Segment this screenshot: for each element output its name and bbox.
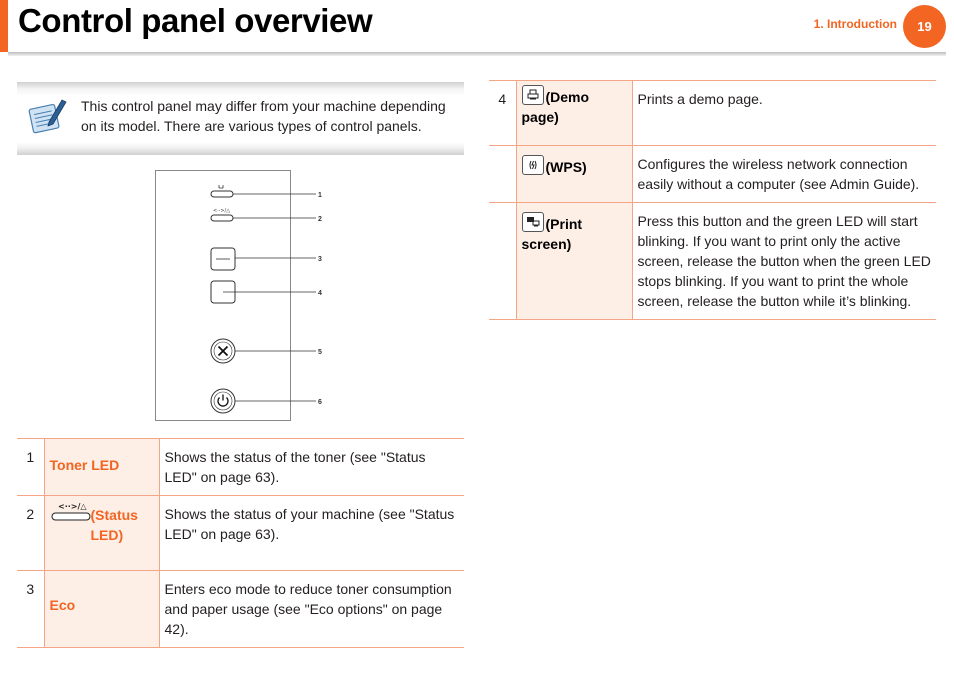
notepad-pencil-icon bbox=[27, 96, 67, 136]
control-table-right bbox=[489, 80, 936, 320]
row-label bbox=[44, 571, 159, 648]
cancel-button-figure bbox=[211, 339, 322, 363]
callout-5: 5 bbox=[318, 349, 322, 356]
page-title: Control panel overview bbox=[18, 2, 373, 39]
table-row bbox=[489, 203, 936, 320]
print-screen-icon bbox=[522, 212, 544, 232]
row-label bbox=[44, 496, 159, 571]
toner-led-label: Toner LED bbox=[49, 457, 120, 473]
note-box bbox=[17, 82, 464, 155]
row-description: Prints a demo page. bbox=[637, 91, 763, 107]
row-number bbox=[489, 203, 516, 320]
header-divider bbox=[8, 52, 946, 56]
row-description: Configures the wireless network connection easily without a computer (see Admin Guide). bbox=[637, 156, 920, 192]
row-label bbox=[516, 81, 632, 146]
demo-page-button-figure bbox=[211, 281, 322, 303]
row-label bbox=[44, 439, 159, 496]
wps-label: (WPS) bbox=[545, 159, 587, 175]
eco-button-figure bbox=[211, 248, 322, 270]
wps-icon bbox=[522, 155, 544, 175]
table-row bbox=[489, 81, 936, 146]
header-accent-bar bbox=[0, 0, 8, 52]
callout-3: 3 bbox=[318, 256, 322, 263]
toner-led-figure bbox=[211, 185, 322, 199]
row-label bbox=[516, 203, 632, 320]
print-screen-label: (Print screen) bbox=[521, 216, 583, 252]
row-number: 3 bbox=[26, 581, 35, 597]
row-description: Press this button and the green LED will start blinking. If you want to print only the active screen, release the button when the green LED stops blinking. If you want to print the whole screen, release the button while it’s blinking. bbox=[637, 213, 931, 309]
callout-4: 4 bbox=[318, 290, 322, 297]
row-number: 4 bbox=[498, 91, 507, 107]
row-description: Shows the status of your machine (see "Status LED" on page 63). bbox=[164, 506, 455, 542]
status-led-figure bbox=[211, 208, 322, 223]
table-row bbox=[17, 571, 464, 648]
row-number bbox=[489, 146, 516, 203]
table-row bbox=[17, 439, 464, 496]
eco-label: Eco bbox=[49, 597, 76, 613]
row-number: 1 bbox=[26, 449, 35, 465]
row-number: 2 bbox=[26, 506, 35, 522]
table-row bbox=[489, 146, 936, 203]
svg-text:<··>/△: <··>/△ bbox=[57, 502, 87, 511]
row-description: Shows the status of the toner (see "Status LED" on page 63). bbox=[164, 449, 426, 485]
svg-text:<··>/△: <··>/△ bbox=[213, 208, 231, 214]
demo-page-label: (Demo page) bbox=[521, 89, 590, 125]
control-table-left bbox=[17, 438, 464, 648]
printer-icon bbox=[522, 85, 544, 105]
callout-2: 2 bbox=[318, 216, 322, 223]
row-label bbox=[516, 146, 632, 203]
section-breadcrumb[interactable]: 1. Introduction bbox=[813, 17, 897, 31]
page-number-badge: 19 bbox=[903, 5, 946, 48]
note-text: This control panel may differ from your machine depending on its model. There are various types of control panels. bbox=[81, 98, 446, 134]
callout-6: 6 bbox=[318, 399, 322, 406]
status-led-icon bbox=[50, 500, 94, 522]
row-description: Enters eco mode to reduce toner consumption and paper usage (see "Eco options" on page 42). bbox=[164, 581, 452, 637]
callout-1: 1 bbox=[318, 192, 322, 199]
status-led-label: (Status LED) bbox=[90, 507, 138, 543]
table-row bbox=[17, 496, 464, 571]
control-panel-figure bbox=[155, 170, 322, 421]
power-button-figure bbox=[211, 389, 322, 413]
